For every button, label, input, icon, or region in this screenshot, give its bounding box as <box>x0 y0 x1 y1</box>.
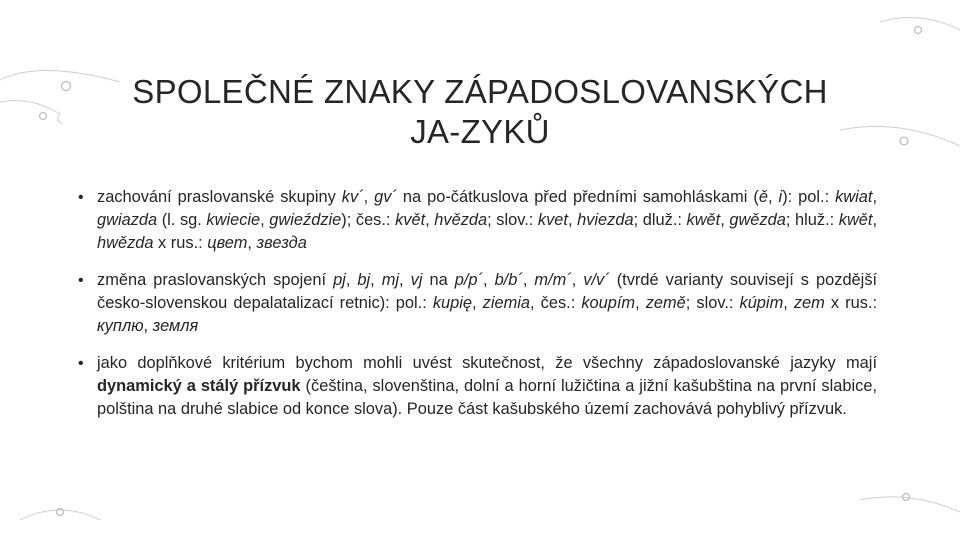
text-segment: (čeština, slovenština, dolní a horní lužičtina a jižní kašubština na první slabice, polština na druhé slabice od konce slova). Pouze část kašubského území zachovává pohyblivý přízvuk. <box>97 377 878 418</box>
text-segment: (l. sg. <box>157 211 207 229</box>
italic-term: země <box>645 294 686 312</box>
slide-body <box>78 186 877 435</box>
italic-term: vj <box>410 271 423 289</box>
decor-circle <box>62 82 71 91</box>
decor-circle <box>40 113 47 120</box>
italic-term: zem <box>793 294 825 312</box>
text-segment: ; hluž.: <box>785 211 839 229</box>
text-segment: ; dluž.: <box>633 211 687 229</box>
italic-term: kvet <box>537 211 568 229</box>
italic-term: kwět <box>838 211 873 229</box>
slide-title <box>100 72 860 152</box>
text-segment: , čes.: <box>530 294 582 312</box>
bullet-item <box>78 269 877 338</box>
text-segment: , <box>399 271 411 289</box>
italic-term: hwězda <box>97 234 154 252</box>
decor-circle <box>57 509 64 516</box>
text-segment: změna praslovanských spojení <box>97 271 334 289</box>
text-segment: , <box>571 271 584 289</box>
italic-term: i <box>778 188 783 206</box>
text-segment: , <box>260 211 270 229</box>
italic-term: hviezda <box>577 211 634 229</box>
italic-term: kúpim <box>739 294 784 312</box>
text-segment: na <box>422 271 455 289</box>
text-segment: zachování praslovanské skupiny <box>97 188 342 206</box>
text-segment: x rus.: <box>824 294 878 312</box>
text-segment: , <box>363 188 375 206</box>
text-segment: , <box>567 211 578 229</box>
italic-term: kwět <box>686 211 721 229</box>
text-segment: , <box>472 294 483 312</box>
italic-term: ziemia <box>482 294 531 312</box>
italic-term: gv´ <box>374 188 397 206</box>
text-segment: , <box>425 211 435 229</box>
text-segment: x rus.: <box>153 234 208 252</box>
italic-term: kv´ <box>341 188 364 206</box>
italic-term: звезда <box>256 234 307 252</box>
bold-term: dynamický a stálý přízvuk <box>97 377 301 395</box>
decor-circle <box>903 494 910 501</box>
text-segment: , <box>872 211 878 229</box>
italic-term: kupię <box>432 294 473 312</box>
italic-term: pj <box>333 271 346 289</box>
slide-title-line-2: JA-ZYKŮ <box>410 113 550 150</box>
decor-circle <box>915 27 922 34</box>
text-segment: , <box>783 294 794 312</box>
text-segment: (tvrdé varianty souvisejí s pozdější česko-slovenskou depalatalizací retnic): pol.: <box>97 271 878 312</box>
text-segment: , <box>635 294 646 312</box>
italic-term: куплю <box>97 317 144 335</box>
italic-term: p/p´ <box>454 271 483 289</box>
italic-term: kwiat <box>835 188 873 206</box>
italic-term: m/m´ <box>534 271 572 289</box>
text-segment: , <box>143 317 153 335</box>
italic-term: b/b´ <box>494 271 523 289</box>
italic-term: bj <box>357 271 371 289</box>
italic-term: земля <box>152 317 199 335</box>
italic-term: gwězda <box>729 211 786 229</box>
italic-term: ě <box>758 188 768 206</box>
italic-term: květ <box>395 211 426 229</box>
text-segment: , <box>768 188 779 206</box>
italic-term: gwiazda <box>97 211 158 229</box>
italic-term: mj <box>381 271 400 289</box>
text-segment: , <box>247 234 257 252</box>
text-segment: ); čes.: <box>341 211 396 229</box>
text-segment: , <box>370 271 382 289</box>
italic-term: hvězda <box>434 211 488 229</box>
text-segment: , <box>872 188 878 206</box>
italic-term: kwiecie <box>206 211 261 229</box>
italic-term: v/v´ <box>583 271 610 289</box>
text-segment: ; slov.: <box>487 211 538 229</box>
text-segment: , <box>720 211 730 229</box>
decor-circle <box>900 137 908 145</box>
text-segment: ; slov.: <box>685 294 740 312</box>
bullet-item <box>78 352 877 421</box>
text-segment: , <box>482 271 495 289</box>
text-segment: na po-čátkuslova před předními samohláskami ( <box>396 188 759 206</box>
italic-term: цвет <box>207 234 248 252</box>
italic-term: koupím <box>581 294 636 312</box>
text-segment: ): pol.: <box>782 188 836 206</box>
slide-title-line-1: SPOLEČNÉ ZNAKY ZÁPADOSLOVANSKÝCH <box>132 73 828 110</box>
text-segment: jako doplňkové kritérium bychom mohli uvést skutečnost, že všechny západoslovanské jazyky mají <box>97 354 877 372</box>
bullet-item <box>78 186 877 255</box>
italic-term: gwieździe <box>269 211 342 229</box>
text-segment: , <box>522 271 535 289</box>
text-segment: , <box>345 271 358 289</box>
